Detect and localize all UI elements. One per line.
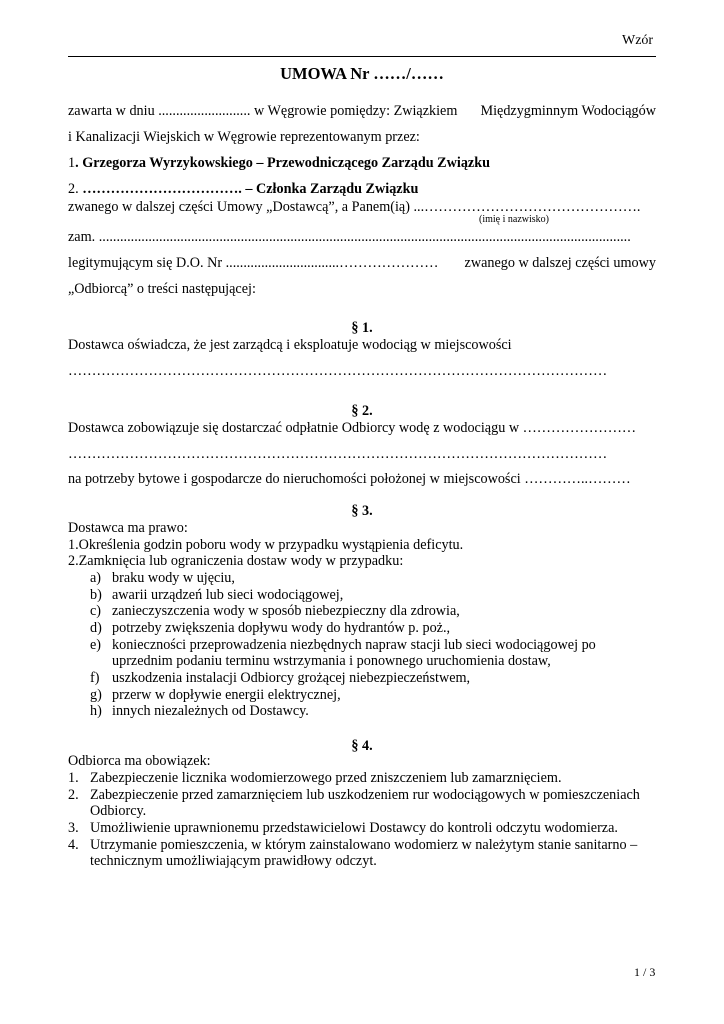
list-item-letter: d) xyxy=(90,620,102,636)
section-3-intro: Dostawca ma prawo: xyxy=(68,520,188,536)
section-3-heading: § 3. xyxy=(351,503,373,519)
list-item-text xyxy=(90,787,662,804)
list-item-continuation: technicznym umożliwiającym prawidłowy odczyt. xyxy=(90,853,377,869)
representative-1-number: 1 xyxy=(68,155,76,171)
list-item-letter: b) xyxy=(90,587,102,603)
representative-1-name: . Grzegorza Wyrzykowskiego – Przewodniczącego Zarządu Związku xyxy=(75,155,491,171)
intro-line-2: i Kanalizacji Wiejskich w Węgrowie reprezentowanym przez: xyxy=(68,129,420,145)
section-3-point-1: 1.Określenia godzin poboru wody w przypadku wystąpienia deficytu. xyxy=(68,537,464,553)
list-item-letter: f) xyxy=(90,670,100,686)
template-label: Wzór xyxy=(622,33,654,48)
list-item-number: 4. xyxy=(68,837,79,853)
section-4-intro: Odbiorca ma obowiązek: xyxy=(68,753,211,769)
list-item-text: uszkodzenia instalacji Odbiorcy grożącej niebezpieczeństwem, xyxy=(112,670,471,686)
section-2-line-2: …………………………………………………………………………………………………… xyxy=(68,446,608,462)
section-1-line-2: …………………………………………………………………………………………………… xyxy=(68,363,608,379)
list-item-text: zanieczyszczenia wody w sposób niebezpieczny dla zdrowia, xyxy=(112,603,460,619)
list-item-letter: c) xyxy=(90,603,102,619)
section-1-heading: § 1. xyxy=(351,320,373,336)
section-3-point-2: 2.Zamknięcia lub ograniczenia dostaw wody w przypadku: xyxy=(68,553,404,569)
intro-line-7 xyxy=(68,255,656,272)
list-item-letter: h) xyxy=(90,703,102,719)
list-item-text: potrzeby zwiększenia dopływu wody do hydrantów p. poż., xyxy=(112,620,451,636)
intro-line-5: zwanego w dalszej części Umowy „Dostawcą”, a Panem(ią) ...………………………………………. xyxy=(68,199,641,215)
representative-2-number: 2. xyxy=(68,181,79,197)
list-item-letter: g) xyxy=(90,687,102,703)
intro-line-1-b: Międzygminnym Wodociągów xyxy=(480,103,656,119)
list-item-continuation: uprzednim podaniu terminu wstrzymania i ponownego uruchomienia dostaw, xyxy=(112,653,551,669)
list-item-letter: a) xyxy=(90,570,102,586)
representative-1 xyxy=(68,155,490,172)
list-item-text: Umożliwienie uprawnionemu przedstawicielowi Dostawcy do kontroli odczytu wodomierza. xyxy=(90,820,618,836)
intro-line-7-a: legitymującym się D.O. Nr ................................………………… xyxy=(68,255,439,271)
section-1-line-1: Dostawca oświadcza, że jest zarządcą i eksploatuje wodociąg w miejscowości xyxy=(68,337,512,353)
intro-line-7-b: zwanego w dalszej części umowy xyxy=(464,255,656,271)
section-2-line-3: na potrzeby bytowe i gospodarcze do nieruchomości położonej w miejscowości …………..……… xyxy=(68,471,631,487)
list-item-text: Zabezpieczenie licznika wodomierzowego przed zniszczeniem lub zamarznięciem. xyxy=(90,770,562,786)
list-item-letter: e) xyxy=(90,637,102,653)
list-item-text: innych niezależnych od Dostawcy. xyxy=(112,703,309,719)
intro-line-1 xyxy=(68,103,656,120)
name-caption: (imię i nazwisko) xyxy=(479,214,549,225)
list-item-text xyxy=(112,637,656,654)
representative-2 xyxy=(68,181,418,198)
list-item-continuation: Odbiorcy. xyxy=(90,803,147,819)
list-item-number: 2. xyxy=(68,787,79,803)
page-number: 1 / 3 xyxy=(634,965,656,979)
list-item-text: przerw w dopływie energii elektrycznej, xyxy=(112,687,341,703)
section-2-line-1: Dostawca zobowiązuje się dostarczać odpłatnie Odbiorcy wodę z wodociągu w …………………… xyxy=(68,420,637,436)
address-line: zam. ...................................................................................................................................................... xyxy=(68,229,631,245)
list-item-text xyxy=(90,837,656,854)
section-2-heading: § 2. xyxy=(351,403,373,419)
intro-line-8: „Odbiorcą” o treści następującej: xyxy=(68,281,256,297)
header-rule xyxy=(68,56,656,57)
list-item-text: awarii urządzeń lub sieci wodociągowej, xyxy=(112,587,344,603)
representative-2-name: ……………………………. – Członka Zarządu Związku xyxy=(82,181,419,197)
section-4-heading: § 4. xyxy=(351,738,373,754)
list-item-number: 3. xyxy=(68,820,79,836)
list-item-number: 1. xyxy=(68,770,79,786)
intro-line-1-a: zawarta w dniu .......................... w Węgrowie pomiędzy: Związkiem xyxy=(68,103,458,119)
list-item-text-part: Utrzymanie pomieszczenia, w którym zainstalowano wodomierz w należytym stanie sanitarno – xyxy=(90,837,638,853)
list-item-text-part: konieczności przeprowadzenia niezbędnych napraw stacji lub sieci wodociągowej po xyxy=(112,637,596,653)
contract-title: UMOWA Nr ……/…… xyxy=(280,64,444,83)
list-item-text: braku wody w ujęciu, xyxy=(112,570,235,586)
list-item-text-part: Zabezpieczenie przed zamarznięciem lub uszkodzeniem rur wodociągowych w pomieszczeniach xyxy=(90,787,640,803)
